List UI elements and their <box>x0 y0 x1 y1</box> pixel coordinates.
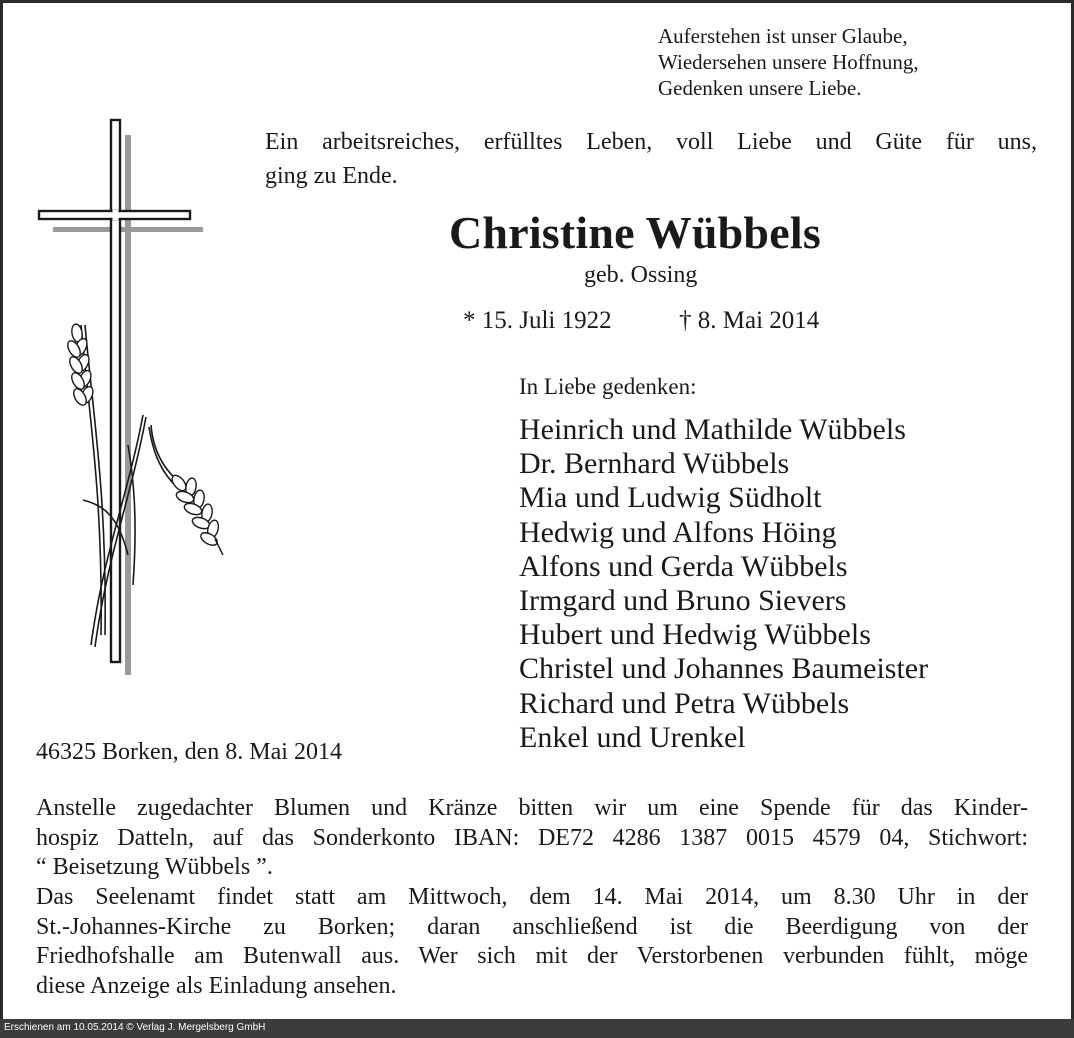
deceased-name: Christine Wübbels <box>449 207 821 258</box>
birth-date: * 15. Juli 1922 <box>463 307 612 334</box>
place-and-date: 46325 Borken, den 8. Mai 2014 <box>36 739 342 765</box>
mourners-list <box>519 413 928 755</box>
list-item: Enkel und Urenkel <box>519 720 746 754</box>
list-item: Mia und Ludwig Südholt <box>519 481 822 515</box>
list-item: Christel und Johannes Baumeister <box>519 652 929 686</box>
motto-line: Wiedersehen unsere Hoffnung, <box>658 50 919 74</box>
list-item: Alfons und Gerda Wübbels <box>519 549 848 583</box>
intro-line: Ein arbeitsreiches, erfülltes Leben, voll Liebe und Güte für uns, <box>265 129 1037 155</box>
motto-line: Gedenken unsere Liebe. <box>658 76 862 100</box>
paragraph-line: “ Beisetzung Wübbels ”. <box>36 854 273 880</box>
service-paragraph <box>36 883 1028 1001</box>
mourners-heading: In Liebe gedenken: <box>519 374 697 399</box>
maiden-name: geb. Ossing <box>584 262 698 288</box>
list-item: Dr. Bernhard Wübbels <box>519 447 790 481</box>
motto <box>658 23 919 101</box>
publication-footer <box>0 1019 1074 1038</box>
intro-text <box>265 125 1037 193</box>
donation-paragraph <box>36 794 1028 883</box>
list-item: Heinrich und Mathilde Wübbels <box>519 413 906 446</box>
paragraph-line: diese Anzeige als Einladung ansehen. <box>36 972 397 999</box>
footer-text: Erschienen am 10.05.2014 © Verlag J. Mergelsberg GmbH <box>4 1022 266 1033</box>
list-item: Hedwig und Alfons Höing <box>519 515 837 549</box>
list-item: Hubert und Hedwig Wübbels <box>519 618 871 652</box>
paragraph-line: Friedhofshalle am Butenwall aus. Wer sich mit der Verstorbenen verbunden fühlt, möge <box>36 943 1028 969</box>
paragraph-line: hospiz Datteln, auf das Sonderkonto IBAN: DE72 4286 1387 0015 4579 04, Stichwort: <box>36 824 1028 851</box>
paragraph-line: Anstelle zugedachter Blumen und Kränze bitten wir um eine Spende für das Kinder- <box>36 795 1028 821</box>
motto-line: Auferstehen ist unser Glaube, <box>658 24 908 48</box>
intro-line: ging zu Ende. <box>265 163 398 189</box>
list-item: Richard und Petra Wübbels <box>519 686 850 720</box>
cross-with-wheat-icon <box>33 115 233 675</box>
death-date: † 8. Mai 2014 <box>679 307 820 334</box>
list-item: Irmgard und Bruno Sievers <box>519 584 847 618</box>
paragraph-line: St.-Johannes-Kirche zu Borken; daran anschließend ist die Beerdigung von der <box>36 913 1028 940</box>
paragraph-line: Das Seelenamt findet statt am Mittwoch, dem 14. Mai 2014, um 8.30 Uhr in der <box>36 884 1028 910</box>
